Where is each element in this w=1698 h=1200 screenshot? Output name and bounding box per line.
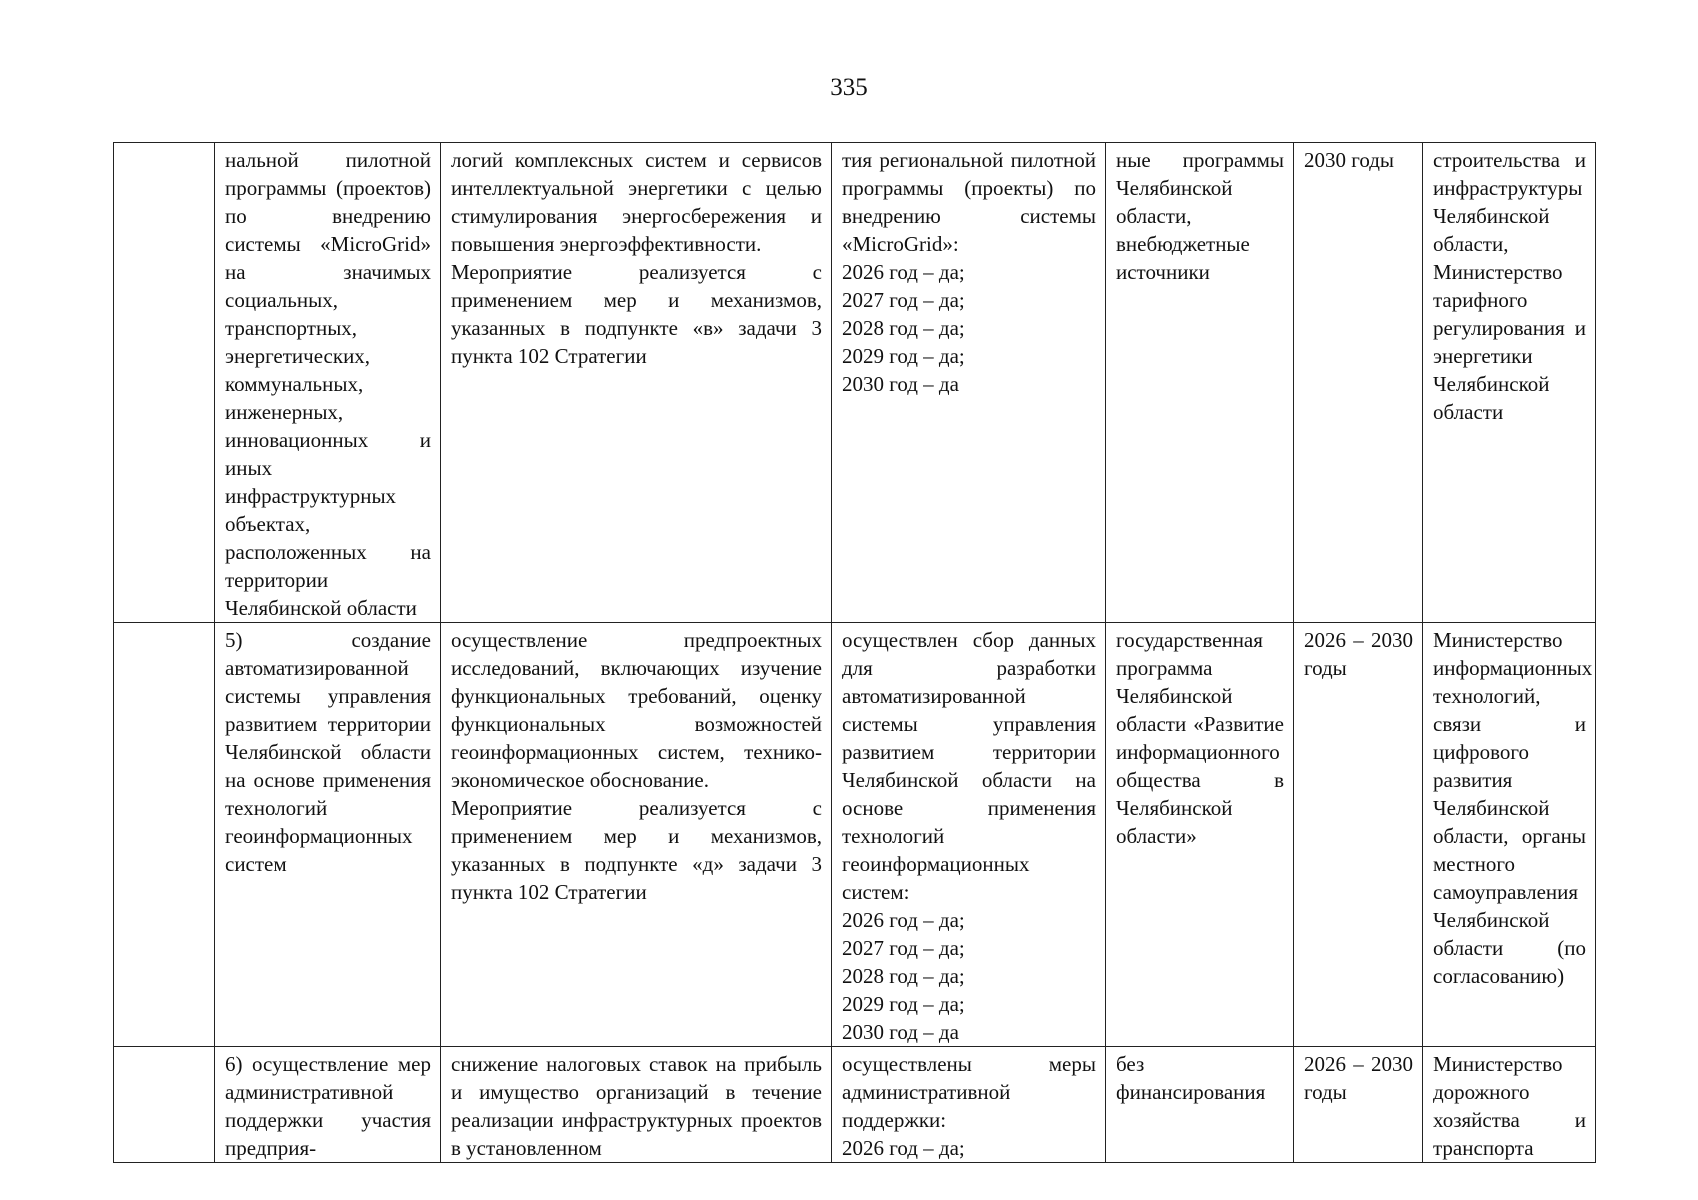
funding-source-cell: без финансирования xyxy=(1106,1047,1294,1163)
table-row xyxy=(114,623,1596,1047)
measure-name-cell: нальной пилотной программы (проектов) по внедрению системы «MicroGrid» на значимых социальных, транспортных, энергетических, коммунальных, инженерных, инновационных и иных инфраструктурных объектах, расположенных на территории Челябинской области xyxy=(215,143,441,623)
result-indicator-cell: тия региональной пилотной программы (проекты) по внедрению системы «MicroGrid»: 2026 год – да; 2027 год – да; 2028 год – да; 2029 год – да; 2030 год – да xyxy=(832,143,1106,623)
table-row xyxy=(114,1047,1596,1163)
measure-description-cell: осуществление предпроектных исследований, включающих изучение функциональных требований, оценку функциональных возможностей геоинформационных систем, технико-экономическое обоснование. Мероприятие реализуется с применением мер и механизмов, указанных в подпункте «д» задачи 3 пункта 102 Стратегии xyxy=(441,623,832,1047)
funding-source-cell: государственная программа Челябинской области «Развитие информационного общества в Челябинской области» xyxy=(1106,623,1294,1047)
row-number-cell xyxy=(114,1047,215,1163)
measure-description-cell: снижение налоговых ставок на прибыль и имущество организаций в течение реализации инфраструктурных проектов в установленном xyxy=(441,1047,832,1163)
row-number-cell xyxy=(114,623,215,1047)
period-cell: 2030 годы xyxy=(1294,143,1423,623)
result-indicator-cell: осуществлены меры административной поддержки: 2026 год – да; xyxy=(832,1047,1106,1163)
measure-name-cell: 5) создание автоматизированной системы управления развитием территории Челябинской области на основе применения технологий геоинформационных систем xyxy=(215,623,441,1047)
responsible-cell: строительства и инфраструктуры Челябинской области, Министерство тарифного регулирования и энергетики Челябинской области xyxy=(1423,143,1596,623)
page-number: 335 xyxy=(830,74,868,101)
period-cell: 2026 – 2030 годы xyxy=(1294,1047,1423,1163)
responsible-cell: Министерство информационных технологий, связи и цифрового развития Челябинской области, органы местного самоуправления Челябинской области (по согласованию) xyxy=(1423,623,1596,1047)
measure-name-cell: 6) осуществление мер административной поддержки участия предприя- xyxy=(215,1047,441,1163)
period-cell: 2026 – 2030 годы xyxy=(1294,623,1423,1047)
row-number-cell xyxy=(114,143,215,623)
measures-table xyxy=(113,142,1596,1163)
funding-source-cell: ные программы Челябинской области, внебюджетные источники xyxy=(1106,143,1294,623)
responsible-cell: Министерство дорожного хозяйства и транспорта xyxy=(1423,1047,1596,1163)
measure-description-cell: логий комплексных систем и сервисов интеллектуальной энергетики с целью стимулирования энергосбережения и повышения энергоэффективности. Мероприятие реализуется с применением мер и механизмов, указанных в подпункте «в» задачи 3 пункта 102 Стратегии xyxy=(441,143,832,623)
table-row xyxy=(114,143,1596,623)
result-indicator-cell: осуществлен сбор данных для разработки автоматизированной системы управления развитием территории Челябинской области на основе применения технологий геоинформационных систем: 2026 год – да; 2027 год – да; 2028 год – да; 2029 год – да; 2030 год – да xyxy=(832,623,1106,1047)
